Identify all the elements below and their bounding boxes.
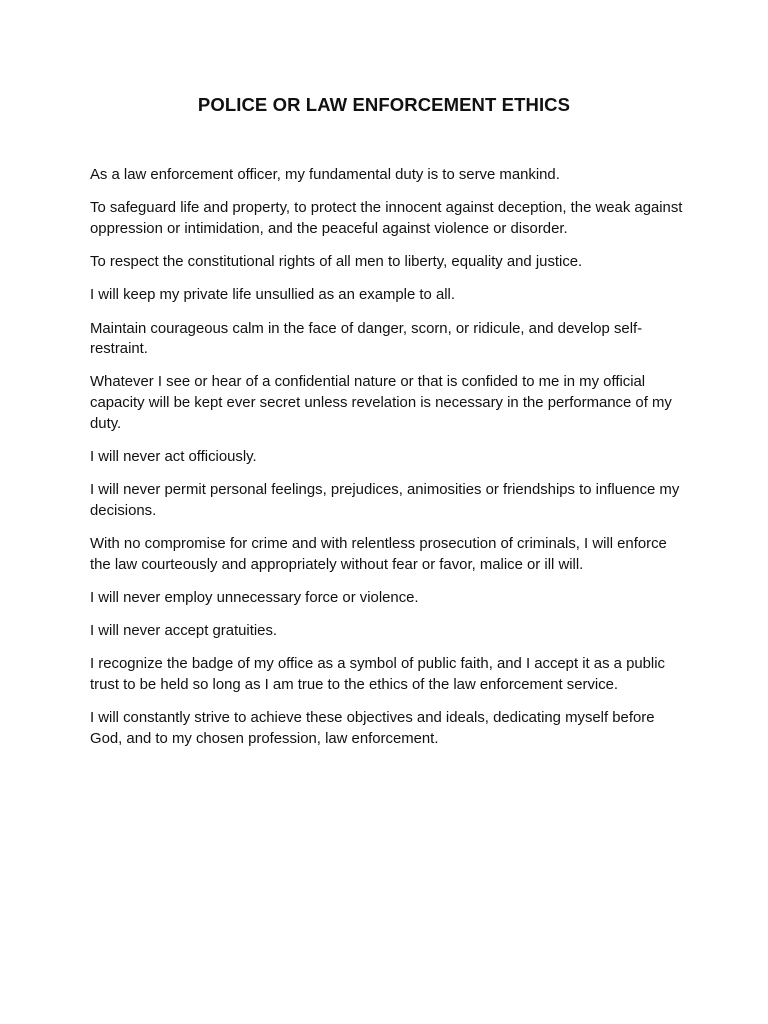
paragraph-officiously: I will never act officiously. xyxy=(90,449,257,466)
paragraph-gratuities: I will never accept gratuities. xyxy=(90,623,278,640)
paragraph-feelings: I will never permit personal feelings, prejudices, animosities or friendships to influence my decisions. xyxy=(90,482,680,519)
document-body xyxy=(90,165,690,762)
paragraph-duty: As a law enforcement officer, my fundamental duty is to serve mankind. xyxy=(90,167,560,183)
paragraph-rights: To respect the constitutional rights of all men to liberty, equality and justice. xyxy=(90,254,583,271)
paragraph-badge: I recognize the badge of my office as a symbol of public faith, and I accept it as a public trust to be held so long as I am true to the ethics of the law enforcement service. xyxy=(90,656,665,694)
paragraph-calm: Maintain courageous calm in the face of danger, scorn, or ridicule, and develop self-restraint. xyxy=(90,320,643,358)
paragraph-crime: With no compromise for crime and with relentless prosecution of criminals, I will enforce the law courteously and appropriately without fear or favor, malice or ill will. xyxy=(90,536,667,573)
paragraph-private-life: I will keep my private life unsullied as an example to all. xyxy=(90,287,455,304)
paragraph-confidential: Whatever I see or hear of a confidential nature or that is confided to me in my official capacity will be kept ever secret unless revelation is necessary in the performance of my duty. xyxy=(90,374,672,432)
paragraph-force: I will never employ unnecessary force or violence. xyxy=(90,590,419,607)
paragraph-safeguard: To safeguard life and property, to protect the innocent against deception, the weak against oppression or intimidation, and the peaceful against violence or disorder. xyxy=(90,200,683,237)
paragraph-objectives: I will constantly strive to achieve these objectives and ideals, dedicating myself before God, and to my chosen profession, law enforcement. xyxy=(90,710,655,748)
document-title: POLICE OR LAW ENFORCEMENT ETHICS xyxy=(197,94,571,115)
